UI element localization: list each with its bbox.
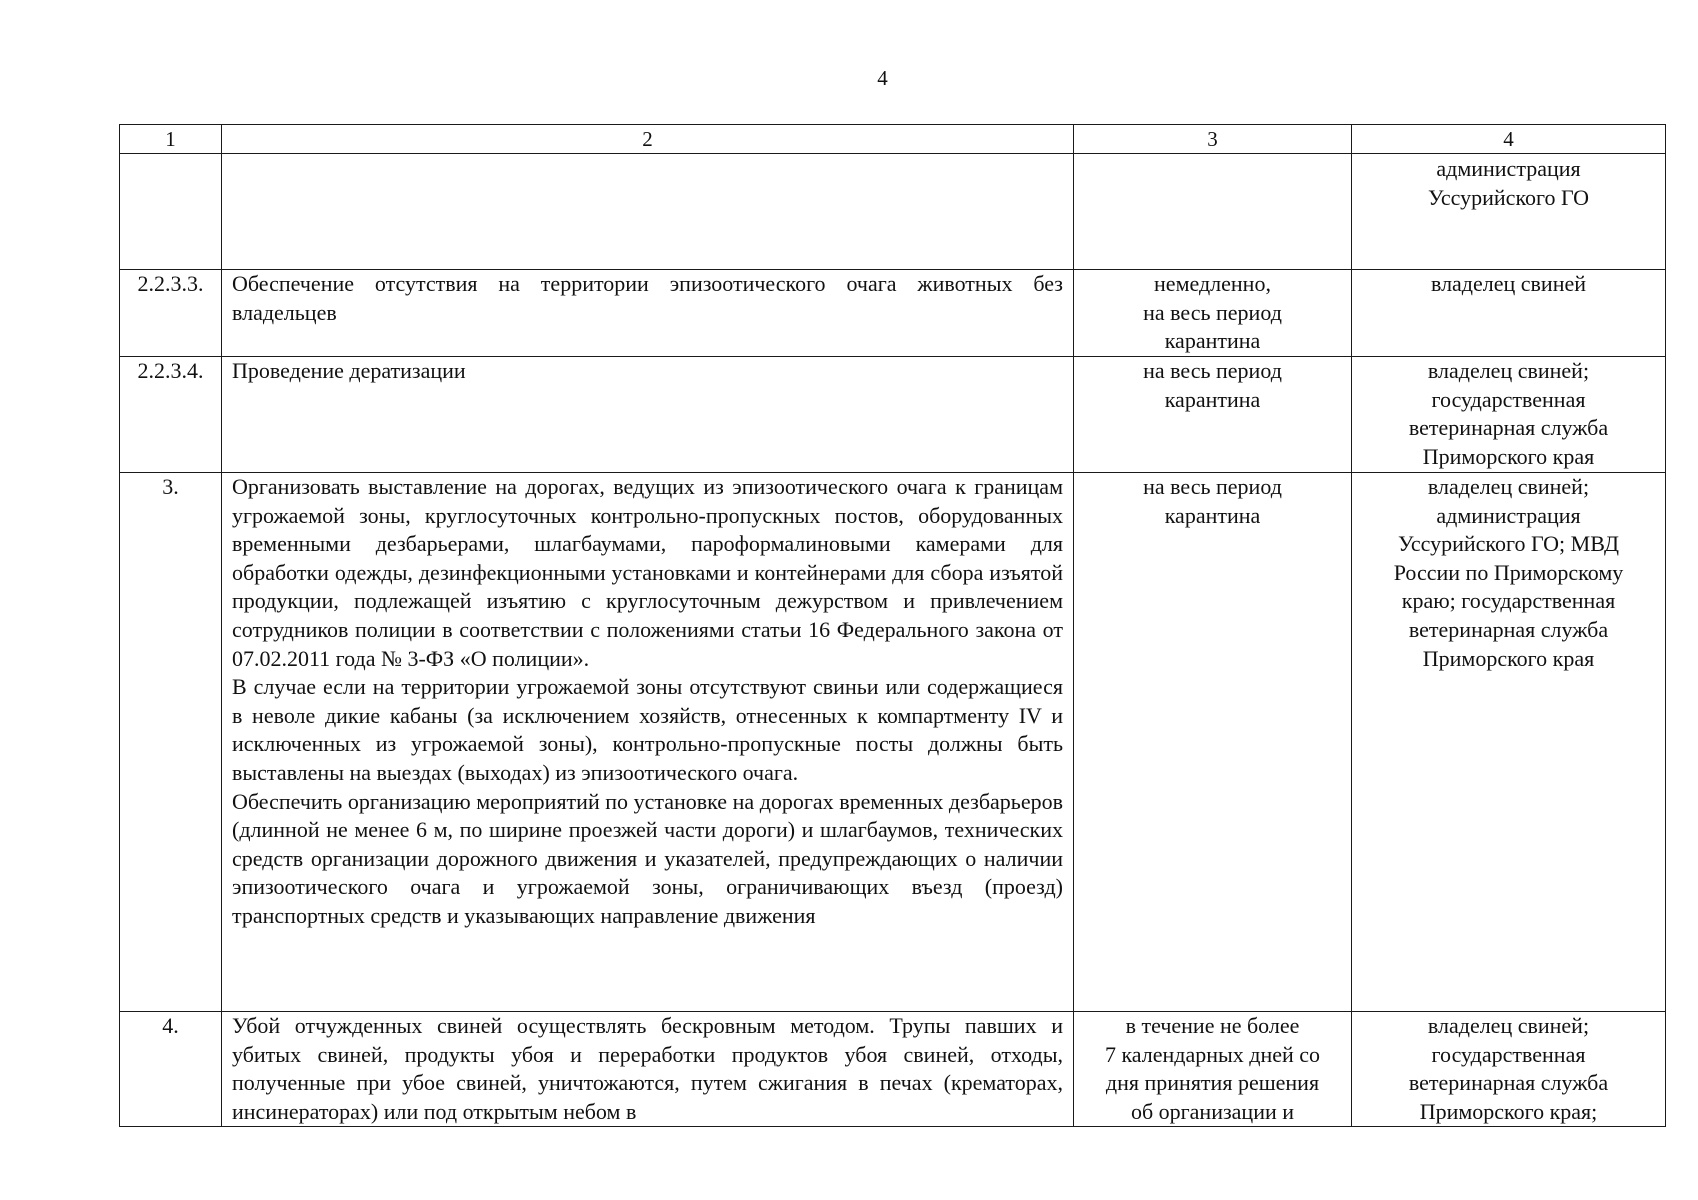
table-row — [120, 357, 1666, 473]
responsible-cell: владелец свиней; администрация Уссурийского ГО; МВД России по Приморскому краю; государственная ветеринарная служба Приморского края — [1352, 473, 1666, 1012]
measures-table — [119, 124, 1666, 1127]
column-number-3: 3 — [1074, 125, 1352, 154]
row-number-cell: 4. — [120, 1012, 222, 1127]
column-number-2: 2 — [222, 125, 1074, 154]
term-cell: на весь период карантина — [1074, 473, 1352, 1012]
responsible-cell: владелец свиней; государственная ветеринарная служба Приморского края — [1352, 357, 1666, 473]
term-cell: в течение не более 7 календарных дней со дня принятия решения об организации и — [1074, 1012, 1352, 1127]
action-cell — [222, 1012, 1074, 1127]
action-paragraph: Организовать выставление на дорогах, ведущих из эпизоотического очага к границам угрожаемой зоны, круглосуточных контрольно-пропускных постов, оборудованных временными дезбарьерами, шлагбаумами, пароформалиновыми камерами для обработки одежды, дезинфекционными установками и контейнерами для сбора изъятой продукции, подлежащей изъятию с круглосуточным дежурством и привлечением сотрудников полиции в соответствии с положениями статьи 16 Федерального закона от 07.02.2011 года № 3-ФЗ «О полиции». — [232, 474, 1063, 671]
action-paragraph: Проведение дератизации — [232, 358, 466, 383]
row-number-cell: 2.2.3.4. — [120, 357, 222, 473]
column-number-4: 4 — [1352, 125, 1666, 154]
table-row — [120, 1012, 1666, 1127]
row-number-cell — [120, 154, 222, 270]
action-cell — [222, 154, 1074, 270]
term-cell: немедленно, на весь период карантина — [1074, 270, 1352, 357]
table-header-row — [120, 125, 1666, 154]
table-row — [120, 270, 1666, 357]
term-cell — [1074, 154, 1352, 270]
row-number-cell: 3. — [120, 473, 222, 1012]
column-number-1: 1 — [120, 125, 222, 154]
action-cell — [222, 473, 1074, 1012]
responsible-cell: владелец свиней — [1352, 270, 1666, 357]
row-number-cell: 2.2.3.3. — [120, 270, 222, 357]
page-number: 4 — [877, 66, 888, 90]
action-cell — [222, 357, 1074, 473]
action-paragraph: В случае если на территории угрожаемой зоны отсутствуют свиньи или содержащиеся в неволе дикие кабаны (за исключением хозяйств, отнесенных к компартменту IV и исключенных из угрожаемой зоны), контрольно-пропускные посты должны быть выставлены на выездах (выходах) из эпизоотического очага. — [232, 674, 1063, 785]
action-cell — [222, 270, 1074, 357]
responsible-cell: владелец свиней; государственная ветеринарная служба Приморского края; — [1352, 1012, 1666, 1127]
action-paragraph: Убой отчужденных свиней осуществлять бескровным методом. Трупы павших и убитых свиней, продукты убоя и переработки продуктов убоя свиней, отходы, полученные при убое свиней, уничтожаются, путем сжигания в печах (крематорах, инсинераторах) или под открытым небом в — [232, 1013, 1063, 1124]
action-paragraph: Обеспечить организацию мероприятий по установке на дорогах временных дезбарьеров (длинной не менее 6 м, по ширине проезжей части дороги) и шлагбаумов, технических средств организации дорожного движения и указателей, предупреждающих о наличии эпизоотического очага и угрожаемой зоны, ограничивающих въезд (проезд) транспортных средств и указывающих направление движения — [232, 788, 1063, 928]
responsible-cell: администрация Уссурийского ГО — [1352, 154, 1666, 270]
table-row — [120, 473, 1666, 1012]
action-paragraph: Обеспечение отсутствия на территории эпизоотического очага животных без владельцев — [232, 271, 1063, 325]
table-row — [120, 154, 1666, 270]
term-cell: на весь период карантина — [1074, 357, 1352, 473]
